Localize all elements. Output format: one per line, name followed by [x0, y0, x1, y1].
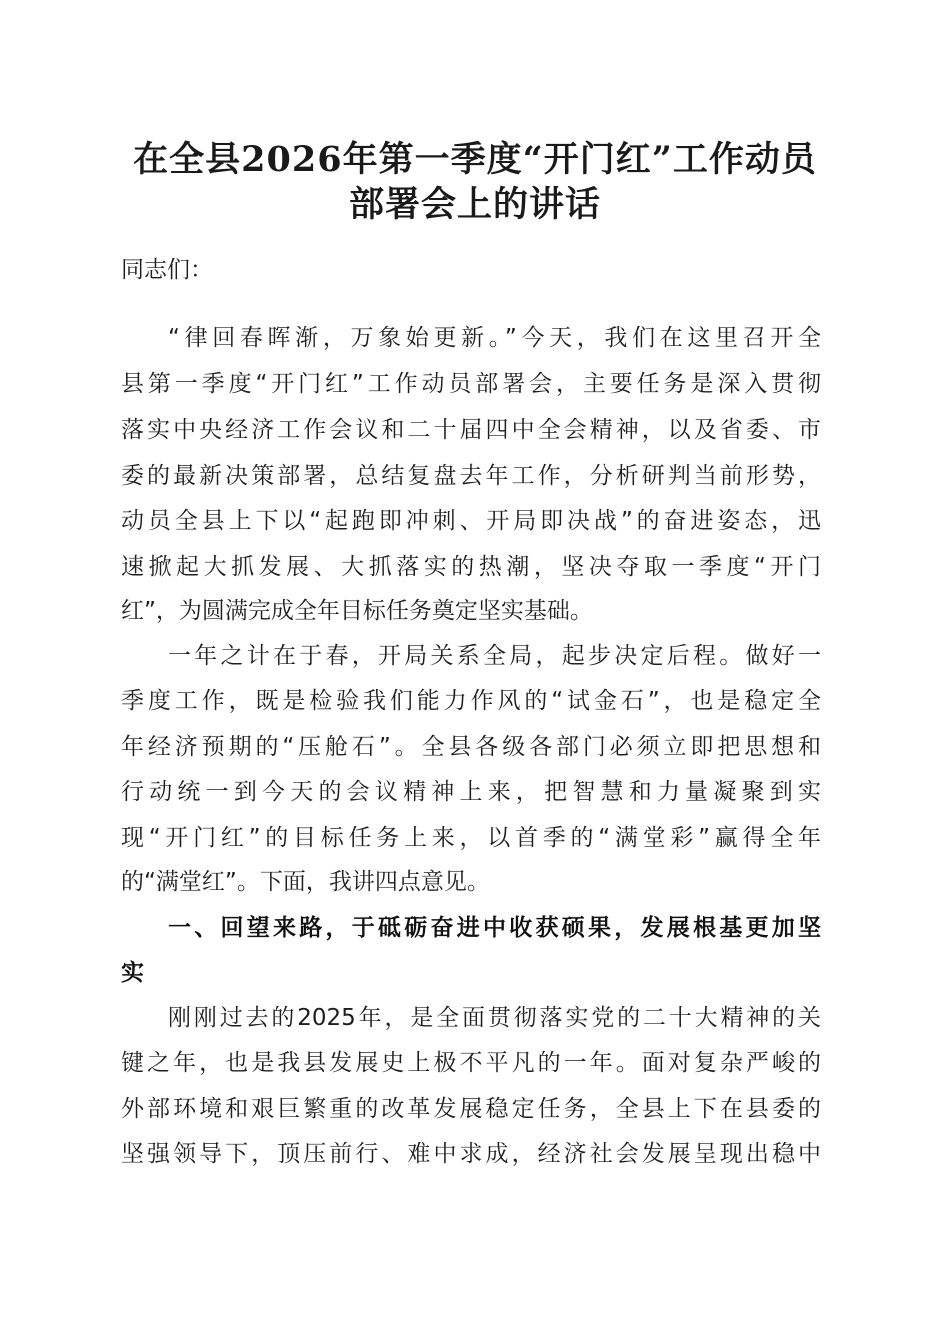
paragraph-line: 键之年，也是我县发展史上极不平凡的一年。面对复杂严峻的	[121, 1050, 821, 1076]
document-title-line-1: 在全县2026年第一季度“开门红”工作动员	[133, 139, 817, 180]
paragraph-line: 年经济预期的“压舱石”。全县各级各部门必须立即把思想和	[121, 734, 821, 760]
paragraph-line: 季度工作，既是检验我们能力作风的“试金石”，也是稳定全	[121, 688, 821, 714]
paragraph-line: 外部环境和艰巨繁重的改革发展稳定任务，全县上下在县委的	[121, 1096, 821, 1122]
paragraph-line: 落实中央经济工作会议和二十届四中全会精神，以及省委、市	[121, 417, 821, 443]
paragraph-line: 县第一季度“开门红”工作动员部署会，主要任务是深入贯彻	[121, 371, 821, 397]
paragraph-line: 委的最新决策部署，总结复盘去年工作，分析研判当前形势，	[121, 463, 821, 489]
paragraph-line: 速掀起大抓发展、大抓落实的热潮，坚决夺取一季度“开门	[121, 554, 821, 580]
paragraph-line: 红”，为圆满完成全年目标任务奠定坚实基础。	[121, 598, 593, 624]
paragraph-line: 现“开门红”的目标任务上来，以首季的“满堂彩”赢得全年	[121, 825, 821, 851]
salutation: 同志们：	[121, 257, 213, 283]
paragraph-line: 的“满堂红”。下面，我讲四点意见。	[121, 869, 490, 895]
heading-line: 一、回望来路，于砥砺奋进中收获硕果，发展根基更加坚	[168, 915, 821, 941]
paragraph-line: 行动统一到今天的会议精神上来，把智慧和力量凝聚到实	[121, 779, 821, 805]
paragraph-line: 动员全县上下以“起跑即冲刺、开局即决战”的奋进姿态，迅	[121, 508, 821, 534]
document-title-line-2: 部署会上的讲话	[348, 184, 601, 225]
paragraph-line: 一年之计在于春，开局关系全局，起步决定后程。做好一	[168, 643, 821, 669]
heading-line: 实	[121, 960, 144, 986]
paragraph-line: “律回春晖渐，万象始更新。”今天，我们在这里召开全	[168, 325, 821, 351]
paragraph-line: 刚刚过去的2025年，是全面贯彻落实党的二十大精神的关	[168, 1005, 821, 1031]
paragraph-line: 坚强领导下，顶压前行、难中求成，经济社会发展呈现出稳中	[121, 1141, 821, 1167]
